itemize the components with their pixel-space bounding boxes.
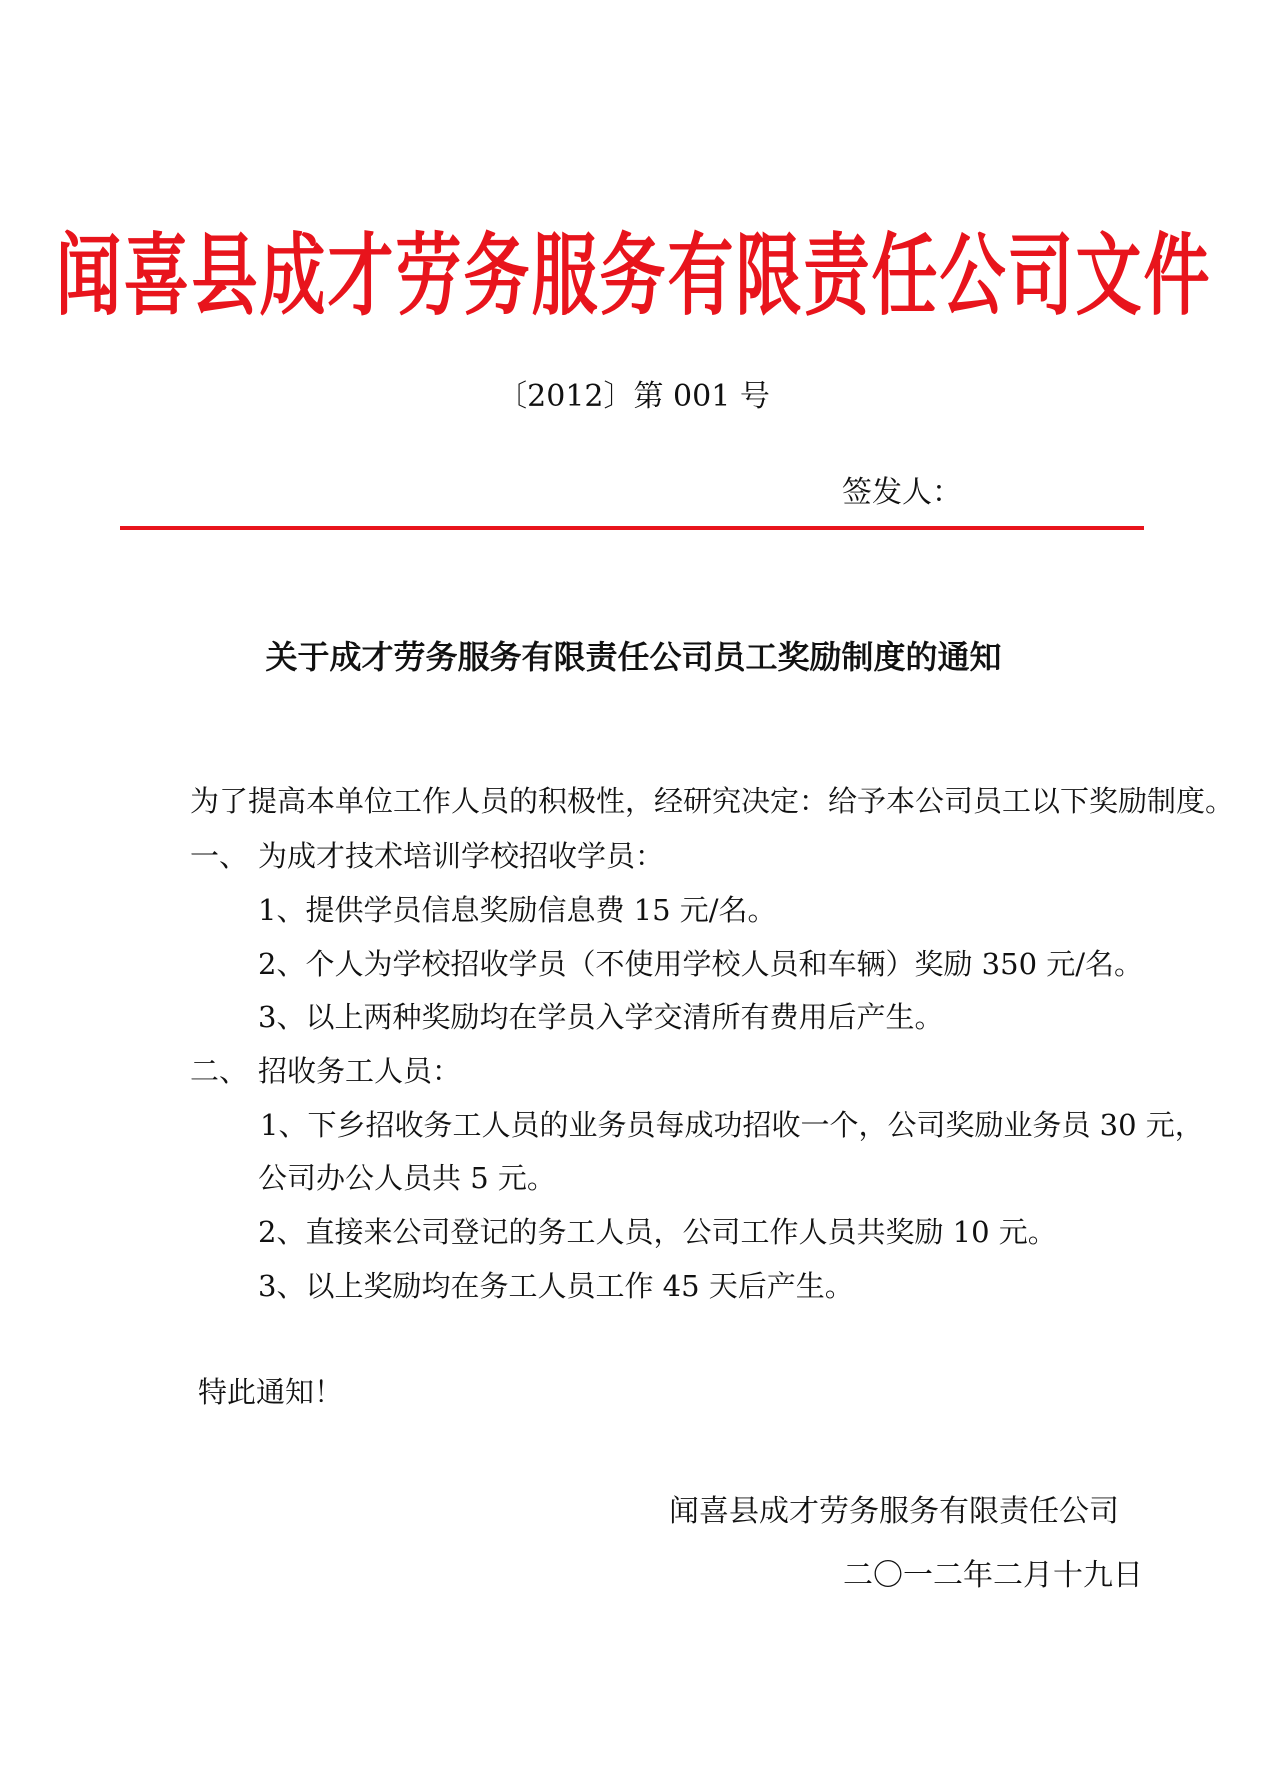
header-red-rule bbox=[120, 526, 1144, 530]
closing-remark: 特此通知！ bbox=[198, 1375, 344, 1409]
signer-label: 签发人： bbox=[842, 475, 962, 510]
notice-title: 关于成才劳务服务有限责任公司员工奖励制度的通知 bbox=[265, 638, 1002, 676]
section-2-item-3: 3、以上奖励均在务工人员工作 45 天后产生。 bbox=[258, 1269, 854, 1303]
section-2-item-2: 2、直接来公司登记的务工人员，公司工作人员共奖励 10 元。 bbox=[258, 1215, 1057, 1249]
section-2-marker: 二、 bbox=[190, 1054, 249, 1088]
section-2-heading bbox=[190, 1054, 462, 1088]
section-2-item-1: 1、下乡招收务工人员的业务员每成功招收一个，公司奖励业务员 30 元， bbox=[260, 1108, 1204, 1142]
section-1-item-1: 1、提供学员信息奖励信息费 15 元/名。 bbox=[258, 893, 777, 927]
section-2-item-1-continued: 公司办公人员共 5 元。 bbox=[258, 1161, 556, 1195]
section-1-title: 为成才技术培训学校招收学员： bbox=[258, 839, 665, 873]
signature-date: 二〇一二年二月十九日 bbox=[843, 1558, 1143, 1593]
section-1-marker: 一、 bbox=[190, 839, 249, 873]
section-2-title: 招收务工人员： bbox=[258, 1054, 462, 1088]
section-1-item-3: 3、以上两种奖励均在学员入学交清所有费用后产生。 bbox=[258, 1000, 944, 1034]
document-header-title: 闻喜县成才劳务服务有限责任公司文件 bbox=[55, 223, 1212, 328]
signature-organization: 闻喜县成才劳务服务有限责任公司 bbox=[669, 1494, 1119, 1529]
notice-intro: 为了提高本单位工作人员的积极性，经研究决定：给予本公司员工以下奖励制度。 bbox=[190, 784, 1235, 818]
document-number: 〔2012〕第 001 号 bbox=[497, 379, 770, 414]
section-1-item-2: 2、个人为学校招收学员（不使用学校人员和车辆）奖励 350 元/名。 bbox=[258, 947, 1144, 981]
section-1-heading bbox=[190, 839, 665, 873]
